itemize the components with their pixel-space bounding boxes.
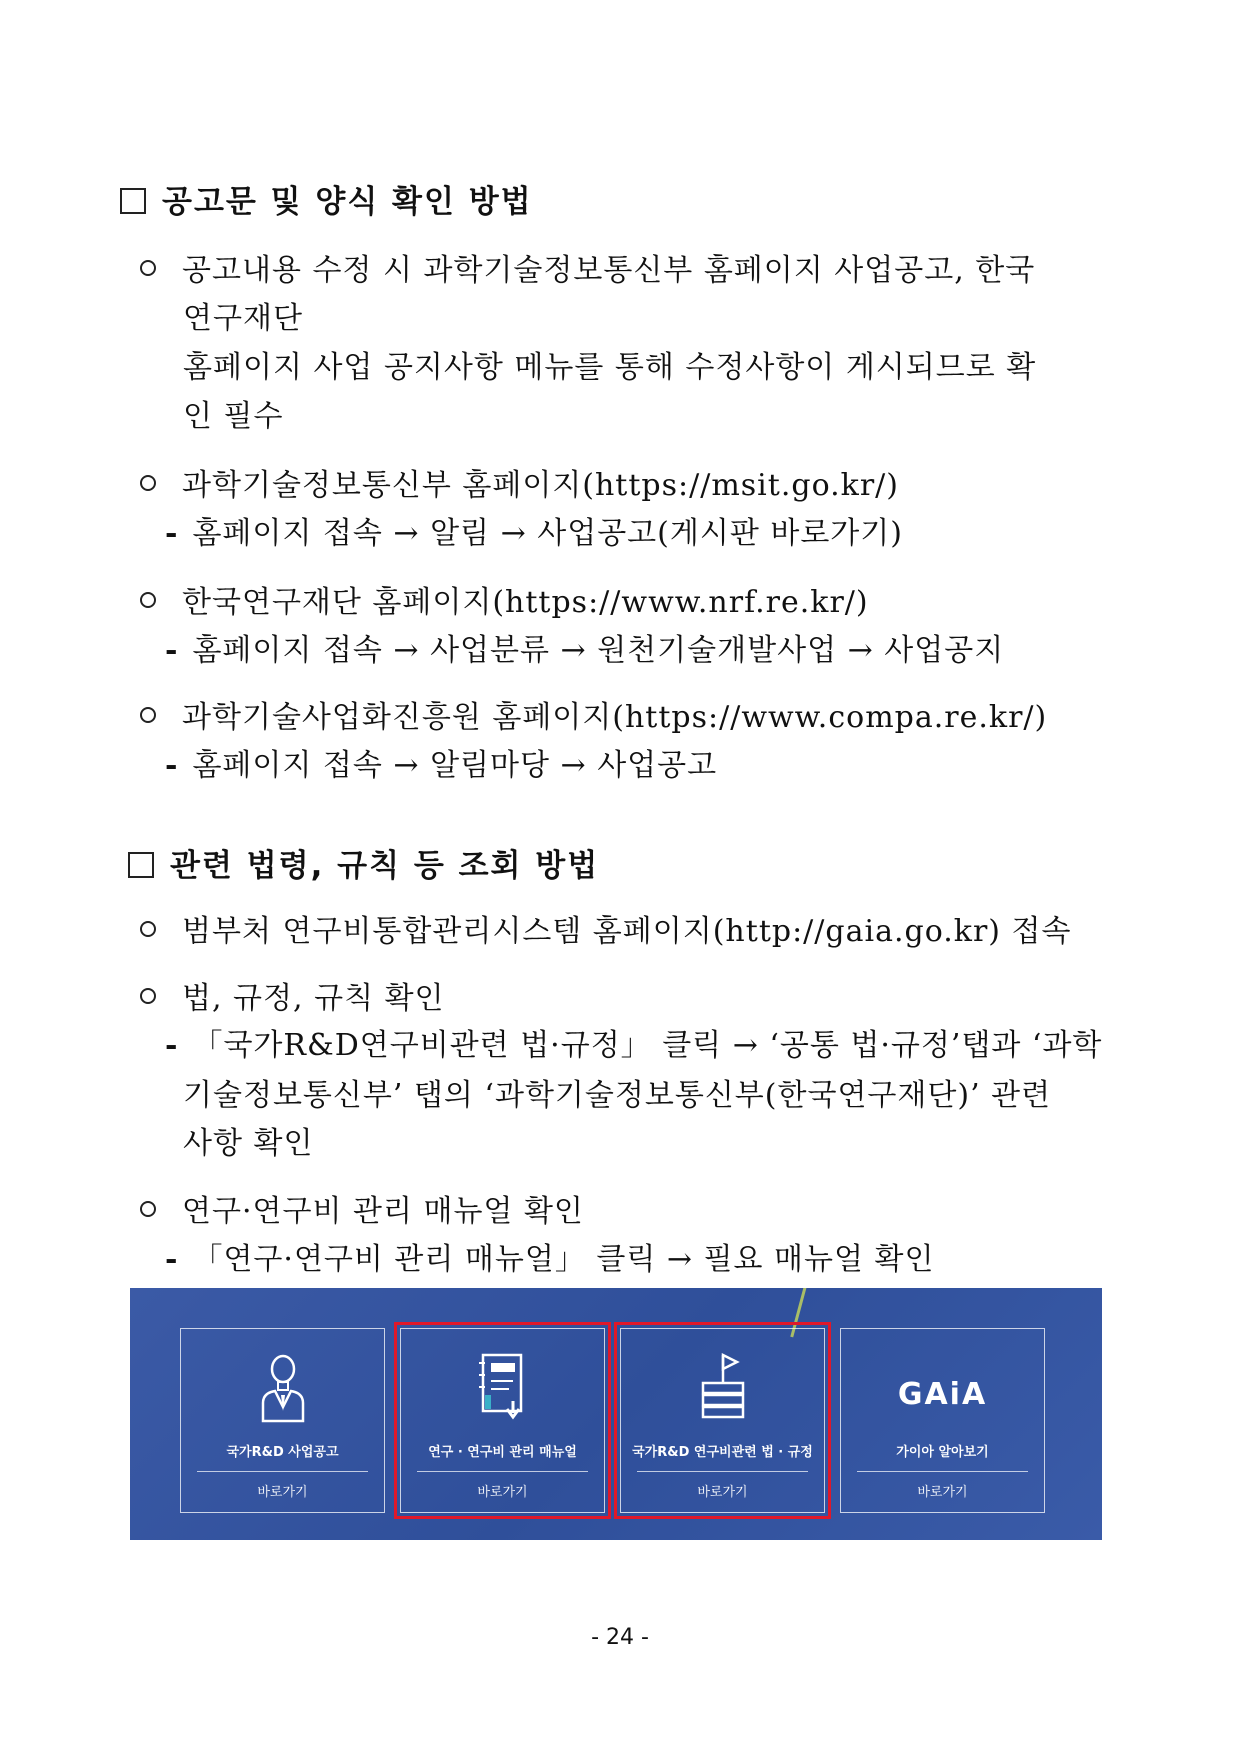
circle-bullet-icon — [140, 707, 156, 723]
card-gaia-intro[interactable] — [840, 1328, 1045, 1513]
bullet-compa: 과학기술사업화진흥원 홈페이지(https://www.compa.re.kr/) — [140, 692, 1047, 736]
section2-heading: 관련 법령, 규칙 등 조회 방법 — [128, 840, 599, 885]
card-link[interactable]: 바로가기 — [917, 1485, 968, 1500]
card-title: 연구 · 연구비 관리 매뉴얼 — [428, 1445, 577, 1460]
card-rnd-law[interactable] — [620, 1328, 825, 1513]
card-title: 국가R&D 사업공고 — [226, 1445, 339, 1460]
circle-bullet-icon — [140, 475, 156, 491]
bullet-text-line: 인 필수 — [183, 399, 284, 434]
circle-bullet-icon — [140, 592, 156, 608]
sub-nrf-path: - 홈페이지 접속 → 사업분류 → 원천기술개발사업 → 사업공지 — [165, 633, 1005, 668]
circle-bullet-icon — [140, 1201, 156, 1217]
card-title: 국가R&D 연구비관련 법 · 규정 — [632, 1445, 813, 1460]
bullet-msit: 과학기술정보통신부 홈페이지(https://msit.go.kr/) — [140, 460, 899, 504]
bullet-gaia: 범부처 연구비통합관리시스템 홈페이지(http://gaia.go.kr) 접속 — [140, 906, 1072, 950]
bullet-text-line: 홈페이지 사업 공지사항 메뉴를 통해 수정사항이 게시되므로 확 — [183, 350, 1037, 385]
card-link[interactable]: 바로가기 — [477, 1485, 528, 1500]
bullet-manual: 연구·연구비 관리 매뉴얼 확인 — [140, 1186, 584, 1230]
sub-text-line: 기술정보통신부’ 탭의 ‘과학기술정보통신부(한국연구재단)’ 관련 — [183, 1078, 1052, 1113]
checkbox-square-icon — [120, 188, 146, 214]
page-number: - 24 - — [591, 1625, 649, 1650]
card-research-manual[interactable] — [400, 1328, 605, 1513]
checkbox-square-icon — [128, 852, 154, 878]
card-link[interactable]: 바로가기 — [257, 1485, 308, 1500]
sub-compa-path: - 홈페이지 접속 → 알림마당 → 사업공고 — [165, 748, 718, 783]
books-flag-icon — [693, 1351, 753, 1423]
section1-heading: 공고문 및 양식 확인 방법 — [120, 176, 533, 221]
circle-bullet-icon — [140, 988, 156, 1004]
bullet-law-check: 법, 규정, 규칙 확인 — [140, 973, 445, 1017]
bullet-notice-update: 공고내용 수정 시 과학기술정보통신부 홈페이지 사업공고, 한국 — [140, 245, 1035, 289]
bullet-text-line: 연구재단 — [183, 301, 303, 336]
card-rnd-notice[interactable] — [180, 1328, 385, 1513]
bullet-nrf: 한국연구재단 홈페이지(https://www.nrf.re.kr/) — [140, 577, 869, 621]
gaia-logo: GAiA — [897, 1377, 988, 1412]
person-icon — [253, 1351, 313, 1423]
sub-msit-path: - 홈페이지 접속 → 알림 → 사업공고(게시판 바로가기) — [165, 516, 903, 551]
circle-bullet-icon — [140, 921, 156, 937]
gaia-menu-banner — [130, 1288, 1102, 1540]
sub-manual-path: - 「연구·연구비 관리 매뉴얼」 클릭 → 필요 매뉴얼 확인 — [165, 1242, 935, 1277]
manual-icon — [473, 1351, 533, 1423]
card-title: 가이아 알아보기 — [896, 1445, 989, 1460]
sub-law-path: - 「국가R&D연구비관련 법·규정」 클릭 → ‘공통 법·규정’탭과 ‘과학 — [165, 1028, 1103, 1063]
sub-text-line: 사항 확인 — [183, 1126, 314, 1161]
card-link[interactable]: 바로가기 — [697, 1485, 748, 1500]
circle-bullet-icon — [140, 260, 156, 276]
